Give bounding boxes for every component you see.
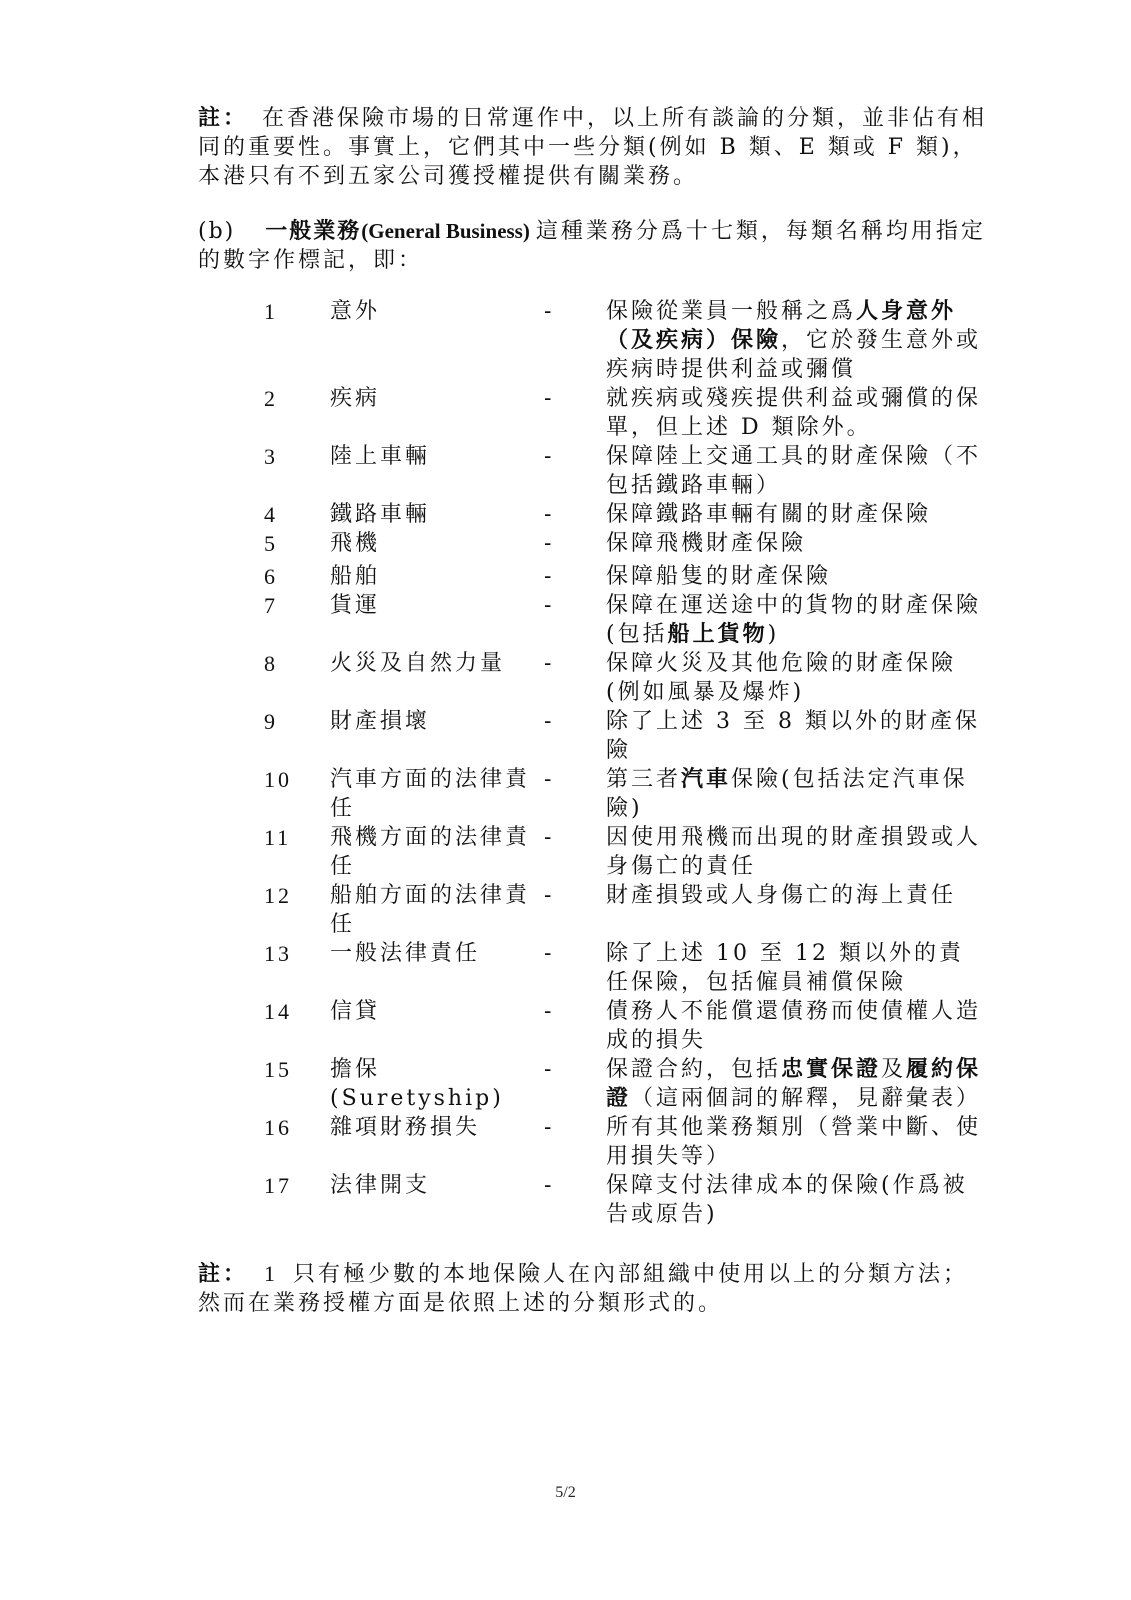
description-text: 因使用飛機而出現的財產損毀或人身傷亡的責任 [606,825,982,879]
table-row [264,1113,986,1171]
section-b-intro [198,217,988,275]
class-name: 飛機方面的法律責任 [330,825,531,879]
class-name: 陸上車輛 [330,444,431,469]
class-description [606,1171,986,1229]
table-row [264,997,986,1055]
note-label: 註： [198,105,249,131]
class-description [606,765,986,823]
description-text: 保障支付法律成本的保險(作爲被告或原告) [606,1173,968,1227]
description-text: 所有其他業務類別（營業中斷、使用損失等） [606,1115,982,1169]
class-description [606,1113,986,1171]
class-number: 9 [264,709,278,734]
class-dash: - [544,825,555,850]
class-name: 意外 [330,299,381,324]
table-row [264,297,986,384]
class-description [606,1055,986,1113]
description-text: 及 [881,1057,907,1082]
class-dash: - [544,299,555,324]
table-row [264,1055,986,1113]
class-number: 13 [264,941,292,966]
class-dash: - [544,941,555,966]
section-title: 一般業務 [265,218,362,244]
class-name: 雜項財務損失 [330,1115,481,1140]
description-text: （這兩個詞的解釋，見辭彙表） [631,1086,982,1111]
class-dash: - [544,767,555,792]
class-dash: - [544,651,555,676]
description-text: 除了上述 10 至 12 類以外的責任保險，包括僱員補償保險 [606,941,964,995]
class-description [606,500,986,529]
class-description [606,529,986,558]
class-name: 飛機 [330,531,381,556]
note-paragraph-1 [198,104,988,191]
description-text: 保險(包括法定汽車保險) [606,767,968,821]
class-number: 3 [264,444,278,469]
class-dash: - [544,502,555,527]
class-number: 6 [264,564,278,589]
description-text: 債務人不能償還債務而使債權人造成的損失 [606,999,982,1053]
table-row [264,384,986,442]
class-description [606,384,986,442]
class-number: 7 [264,593,278,618]
table-row [264,765,986,823]
description-emphasis: 人身意外（及疾病）保險 [606,298,957,353]
table-row [264,881,986,939]
business-classes-table [264,297,986,1229]
page-number: 5/2 [555,1484,576,1501]
class-number: 5 [264,531,278,556]
description-text: ) [767,622,780,647]
note-paragraph-2 [198,1259,988,1318]
class-number: 10 [264,767,292,792]
description-text: 保險從業員一般稱之爲 [606,299,857,324]
description-text: 保障飛機財產保險 [606,531,807,556]
class-dash: - [544,1173,555,1198]
class-name: 鐵路車輛 [330,502,431,527]
description-text: 財產損毀或人身傷亡的海上責任 [606,883,957,908]
class-dash: - [544,531,555,556]
class-number: 2 [264,386,278,411]
description-text: 保障陸上交通工具的財產保險（不包括鐵路車輛） [606,444,982,498]
class-dash: - [544,709,555,734]
section-intro-text: 這種業務分爲十七類，每類名稱均用指定的數字作標記，即： [198,219,986,273]
class-dash: - [544,999,555,1024]
class-dash: - [544,444,555,469]
table-row [264,939,986,997]
table-row [264,442,986,500]
description-emphasis: 汽車 [681,766,732,792]
description-text: 保證合約，包括 [606,1057,782,1082]
table-row [264,1171,986,1229]
class-name: 船舶 [330,564,381,589]
class-name: 信貸 [330,999,381,1024]
note-text: 只有極少數的本地保險人在內部組織中使用以上的分類方法；然而在業務授權方面是依照上述的分類形式的。 [198,1262,969,1316]
class-name: 疾病 [330,386,381,411]
description-text: 保障在運送途中的貨物的財產保險(包括 [606,593,982,647]
class-name: 火災及自然力量 [330,651,506,676]
class-number: 14 [264,999,292,1024]
description-text: 就疾病或殘疾提供利益或彌償的保單，但上述 D 類除外。 [606,386,982,440]
table-row [264,500,986,529]
class-description [606,442,986,500]
class-name: 貨運 [330,593,381,618]
class-name: 財產損壞 [330,709,431,734]
class-number: 12 [264,883,292,908]
description-emphasis: 履約保證 [606,1056,982,1111]
description-text: 保障船隻的財產保險 [606,564,832,589]
class-number: 15 [264,1057,292,1082]
note-label: 註： [198,1261,249,1287]
class-description [606,939,986,997]
description-text: 保障鐵路車輛有關的財產保險 [606,502,932,527]
class-name: 一般法律責任 [330,941,481,966]
class-dash: - [544,593,555,618]
class-name: 船舶方面的法律責任 [330,883,531,937]
class-dash: - [544,1115,555,1140]
class-dash: - [544,386,555,411]
class-dash: - [544,1057,555,1082]
class-dash: - [544,883,555,908]
class-name: 擔保(Suretyship) [330,1057,504,1111]
description-text: 保障火災及其他危險的財產保險(例如風暴及爆炸) [606,651,957,705]
description-text: 第三者 [606,767,682,792]
class-description [606,881,986,939]
class-number: 11 [264,825,292,850]
note-text: 在香港保險市場的日常運作中，以上所有談論的分類，並非佔有相同的重要性。事實上，它們其中一些分類(例如 B 類、E 類或 F 類)，本港只有不到五家公司獲授權提供有關業務。 [198,106,988,189]
class-number: 8 [264,651,278,676]
note-number: 1 [264,1261,276,1286]
class-number: 1 [264,299,278,324]
description-emphasis: 忠實保證 [781,1056,882,1082]
class-dash: - [544,564,555,589]
document-page [198,104,988,1318]
description-emphasis: 船上貨物 [667,621,768,647]
class-description [606,823,986,881]
class-description [606,591,986,649]
table-row [264,558,986,591]
section-number: (b) [198,219,236,244]
table-row [264,649,986,707]
class-number: 4 [264,502,278,527]
class-number: 16 [264,1115,292,1140]
class-name: 法律開支 [330,1173,431,1198]
class-description [606,649,986,707]
class-description [606,707,986,765]
class-number: 17 [264,1173,292,1198]
table-row [264,591,986,649]
table-row [264,529,986,558]
class-description [606,297,986,384]
class-name: 汽車方面的法律責任 [330,767,531,821]
section-title-english: (General Business) [361,219,530,243]
table-row [264,823,986,881]
class-description [606,558,986,591]
description-text: 除了上述 3 至 8 類以外的財產保險 [606,709,980,763]
table-row [264,707,986,765]
class-description [606,997,986,1055]
description-text: ，它於發生意外或疾病時提供利益或彌償 [606,328,982,382]
